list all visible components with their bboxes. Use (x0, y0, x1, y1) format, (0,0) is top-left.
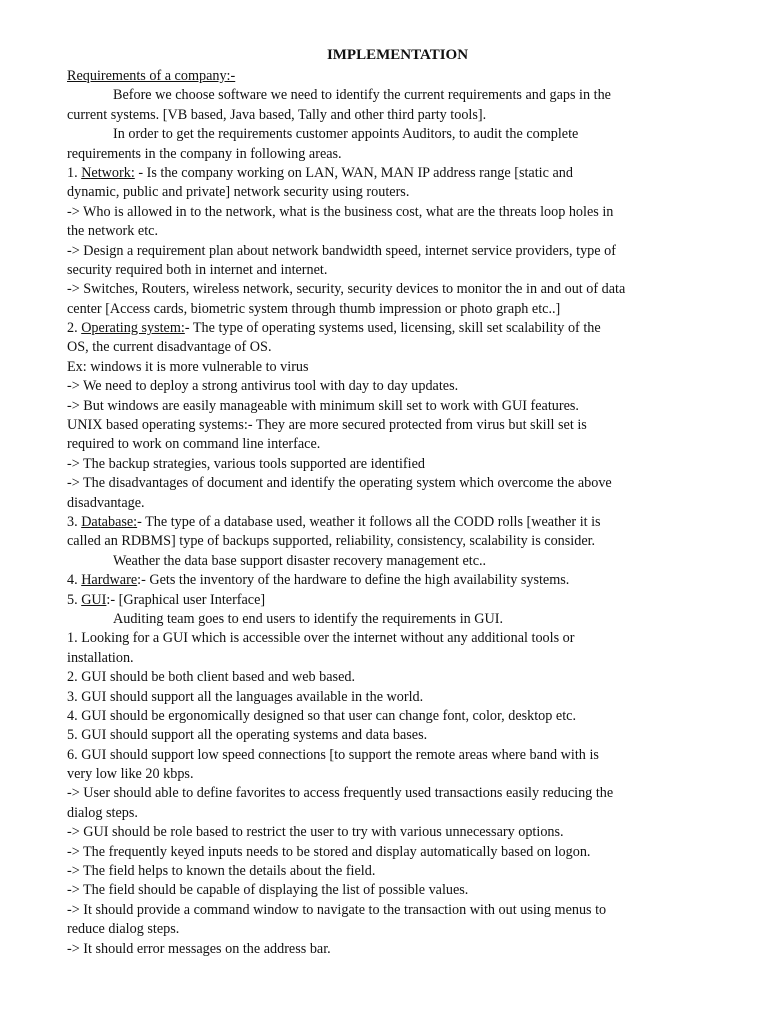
line-text: 5. GUI should support all the operating systems and data bases. (67, 727, 428, 744)
line-text: the network etc. (67, 223, 158, 240)
line-text: -> We need to deploy a strong antivirus tool with day to day updates. (67, 378, 459, 395)
text-line (67, 532, 714, 551)
line-text: - The type of a database used, weather it follows all the CODD rolls [weather it is (137, 513, 601, 530)
line-text: -> The field helps to known the details about the field. (67, 863, 376, 880)
section-number: 4. (67, 572, 82, 589)
line-text: -> GUI should be role based to restrict the user to try with various unnecessary options. (67, 824, 564, 841)
text-line (67, 67, 714, 86)
line-text: current systems. [VB based, Java based, Tally and other third party tools]. (67, 106, 487, 123)
text-line (67, 319, 714, 338)
text-line (67, 164, 714, 183)
text-line (67, 746, 714, 765)
text-line (67, 513, 714, 532)
section-number: 2. (67, 320, 82, 337)
line-text: very low like 20 kbps. (67, 766, 194, 783)
section-heading: Operating system: (81, 320, 185, 337)
line-text: - Is the company working on LAN, WAN, MAN IP address range [static and (134, 164, 573, 181)
text-line (67, 629, 714, 648)
section-number: 1. (67, 164, 82, 181)
line-text: security required both in internet and internet. (67, 261, 328, 278)
section-number: 5. (67, 591, 82, 608)
line-text: dialog steps. (67, 804, 138, 821)
text-line (67, 940, 714, 959)
text-line (67, 823, 714, 842)
text-line (67, 300, 714, 319)
text-line (67, 784, 714, 803)
text-line (67, 145, 714, 164)
text-line (67, 881, 714, 900)
section-number: 3. (67, 513, 82, 530)
line-text: :- Gets the inventory of the hardware to define the high availability systems. (137, 572, 570, 589)
section-heading: Network: (81, 164, 135, 181)
line-text: 1. Looking for a GUI which is accessible over the internet without any additional tools or (67, 630, 575, 647)
line-text: -> Switches, Routers, wireless network, security, security devices to monitor the in and out of data (67, 281, 626, 298)
line-text: installation. (67, 649, 134, 666)
text-line (67, 649, 714, 668)
text-line (67, 222, 714, 241)
text-line (67, 901, 714, 920)
section-heading: GUI (81, 591, 107, 608)
text-line (67, 610, 714, 629)
line-text: -> Who is allowed in to the network, what is the business cost, what are the threats loop holes in (67, 203, 614, 220)
line-text: -> The field should be capable of displaying the list of possible values. (67, 882, 469, 899)
line-text: disadvantage. (67, 494, 145, 511)
line-text: reduce dialog steps. (67, 921, 180, 938)
text-line (67, 726, 714, 745)
text-line (67, 242, 714, 261)
text-line (67, 416, 714, 435)
line-text: Auditing team goes to end users to identify the requirements in GUI. (113, 610, 504, 627)
line-text: dynamic, public and private] network security using routers. (67, 184, 410, 201)
text-line (67, 688, 714, 707)
line-text: -> It should error messages on the address bar. (67, 940, 331, 957)
line-text: 2. GUI should be both client based and web based. (67, 669, 356, 686)
text-line (67, 455, 714, 474)
text-line (67, 125, 714, 144)
page-title: IMPLEMENTATION (326, 47, 469, 63)
text-line (67, 571, 714, 590)
text-line (67, 358, 714, 377)
line-text: -> The disadvantages of document and identify the operating system which overcome the above (67, 475, 612, 492)
line-text: 3. GUI should support all the languages available in the world. (67, 688, 424, 705)
text-line (67, 183, 714, 202)
text-line (67, 397, 714, 416)
line-text: 6. GUI should support low speed connections [to support the remote areas where band with is (67, 746, 599, 763)
text-line (67, 377, 714, 396)
line-text: OS, the current disadvantage of OS. (67, 339, 272, 356)
text-line (67, 338, 714, 357)
text-line (67, 203, 714, 222)
line-text: center [Access cards, biometric system through thumb impression or photo graph etc..] (67, 300, 561, 317)
text-line (67, 552, 714, 571)
text-line (67, 280, 714, 299)
text-line (67, 106, 714, 125)
section-heading: Hardware (81, 572, 138, 589)
line-text: Ex: windows it is more vulnerable to virus (67, 358, 309, 375)
line-text: -> User should able to define favorites to access frequently used transactions easily reducing the (67, 785, 614, 802)
line-text: :- [Graphical user Interface] (106, 591, 266, 608)
text-line (67, 920, 714, 939)
line-text: -> The backup strategies, various tools supported are identified (67, 455, 425, 472)
text-line (67, 707, 714, 726)
line-text: Weather the data base support disaster recovery management etc.. (113, 552, 487, 569)
line-text: Before we choose software we need to identify the current requirements and gaps in the (113, 87, 611, 104)
text-line (67, 765, 714, 784)
line-text: -> Design a requirement plan about network bandwidth speed, internet service providers, type of (67, 242, 616, 259)
line-text: 4. GUI should be ergonomically designed so that user can change font, color, desktop etc. (67, 707, 576, 724)
line-text: -> It should provide a command window to navigate to the transaction with out using menus to (67, 901, 607, 918)
line-text: -> But windows are easily manageable with minimum skill set to work with GUI features. (67, 397, 579, 414)
text-line (67, 843, 714, 862)
section-heading: Requirements of a company:- (67, 68, 236, 84)
line-text: In order to get the requirements customer appoints Auditors, to audit the complete (113, 126, 579, 143)
text-line (67, 804, 714, 823)
line-text: requirements in the company in following areas. (67, 145, 342, 162)
text-line (67, 474, 714, 493)
line-text: required to work on command line interface. (67, 436, 321, 453)
line-text: -> The frequently keyed inputs needs to be stored and display automatically based on logon. (67, 843, 591, 860)
line-text: - The type of operating systems used, licensing, skill set scalability of the (184, 320, 601, 337)
text-line (67, 591, 714, 610)
section-heading: Database: (81, 513, 138, 530)
text-line (67, 862, 714, 881)
line-text: UNIX based operating systems:- They are more secured protected from virus but skill set is (67, 417, 587, 434)
line-text: called an RDBMS] type of backups supported, reliability, consistency, scalability is consider. (67, 533, 596, 550)
text-line (67, 668, 714, 687)
text-line (67, 86, 714, 105)
text-line (67, 435, 714, 454)
text-line (67, 261, 714, 280)
text-line (67, 494, 714, 513)
document-body (67, 67, 714, 959)
